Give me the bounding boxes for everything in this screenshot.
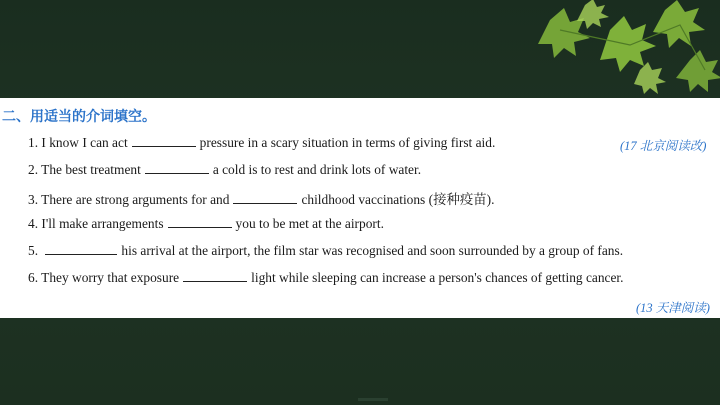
question-6: 6. They worry that exposure light while sleeping can increase a person's chances of getting cancer.: [28, 270, 624, 285]
answer-blank[interactable]: [145, 162, 209, 174]
footer-mark: [358, 398, 388, 401]
answer-blank[interactable]: [183, 270, 247, 282]
exercise-panel: [0, 98, 720, 318]
question-5: 5. his arrival at the airport, the film star was recognised and soon surrounded by a group of fans.: [28, 243, 624, 258]
leaves-decoration: [490, 0, 720, 110]
source-note-2: (13 天津阅读): [636, 301, 710, 315]
section-heading: 二、用适当的介词填空。: [2, 109, 156, 125]
answer-blank[interactable]: [45, 243, 117, 255]
source-note-1: (17 北京阅读改): [620, 139, 707, 153]
answer-blank[interactable]: [168, 216, 232, 228]
answer-blank[interactable]: [233, 192, 297, 204]
question-1: 1. I know I can act pressure in a scary situation in terms of giving first aid.: [28, 135, 496, 150]
question-2: 2. The best treatment a cold is to rest and drink lots of water.: [28, 162, 422, 177]
question-3: 3. There are strong arguments for and childhood vaccinations (接种疫苗).: [28, 192, 495, 207]
question-4: 4. I'll make arrangements you to be met at the airport.: [28, 216, 384, 231]
answer-blank[interactable]: [132, 135, 196, 147]
